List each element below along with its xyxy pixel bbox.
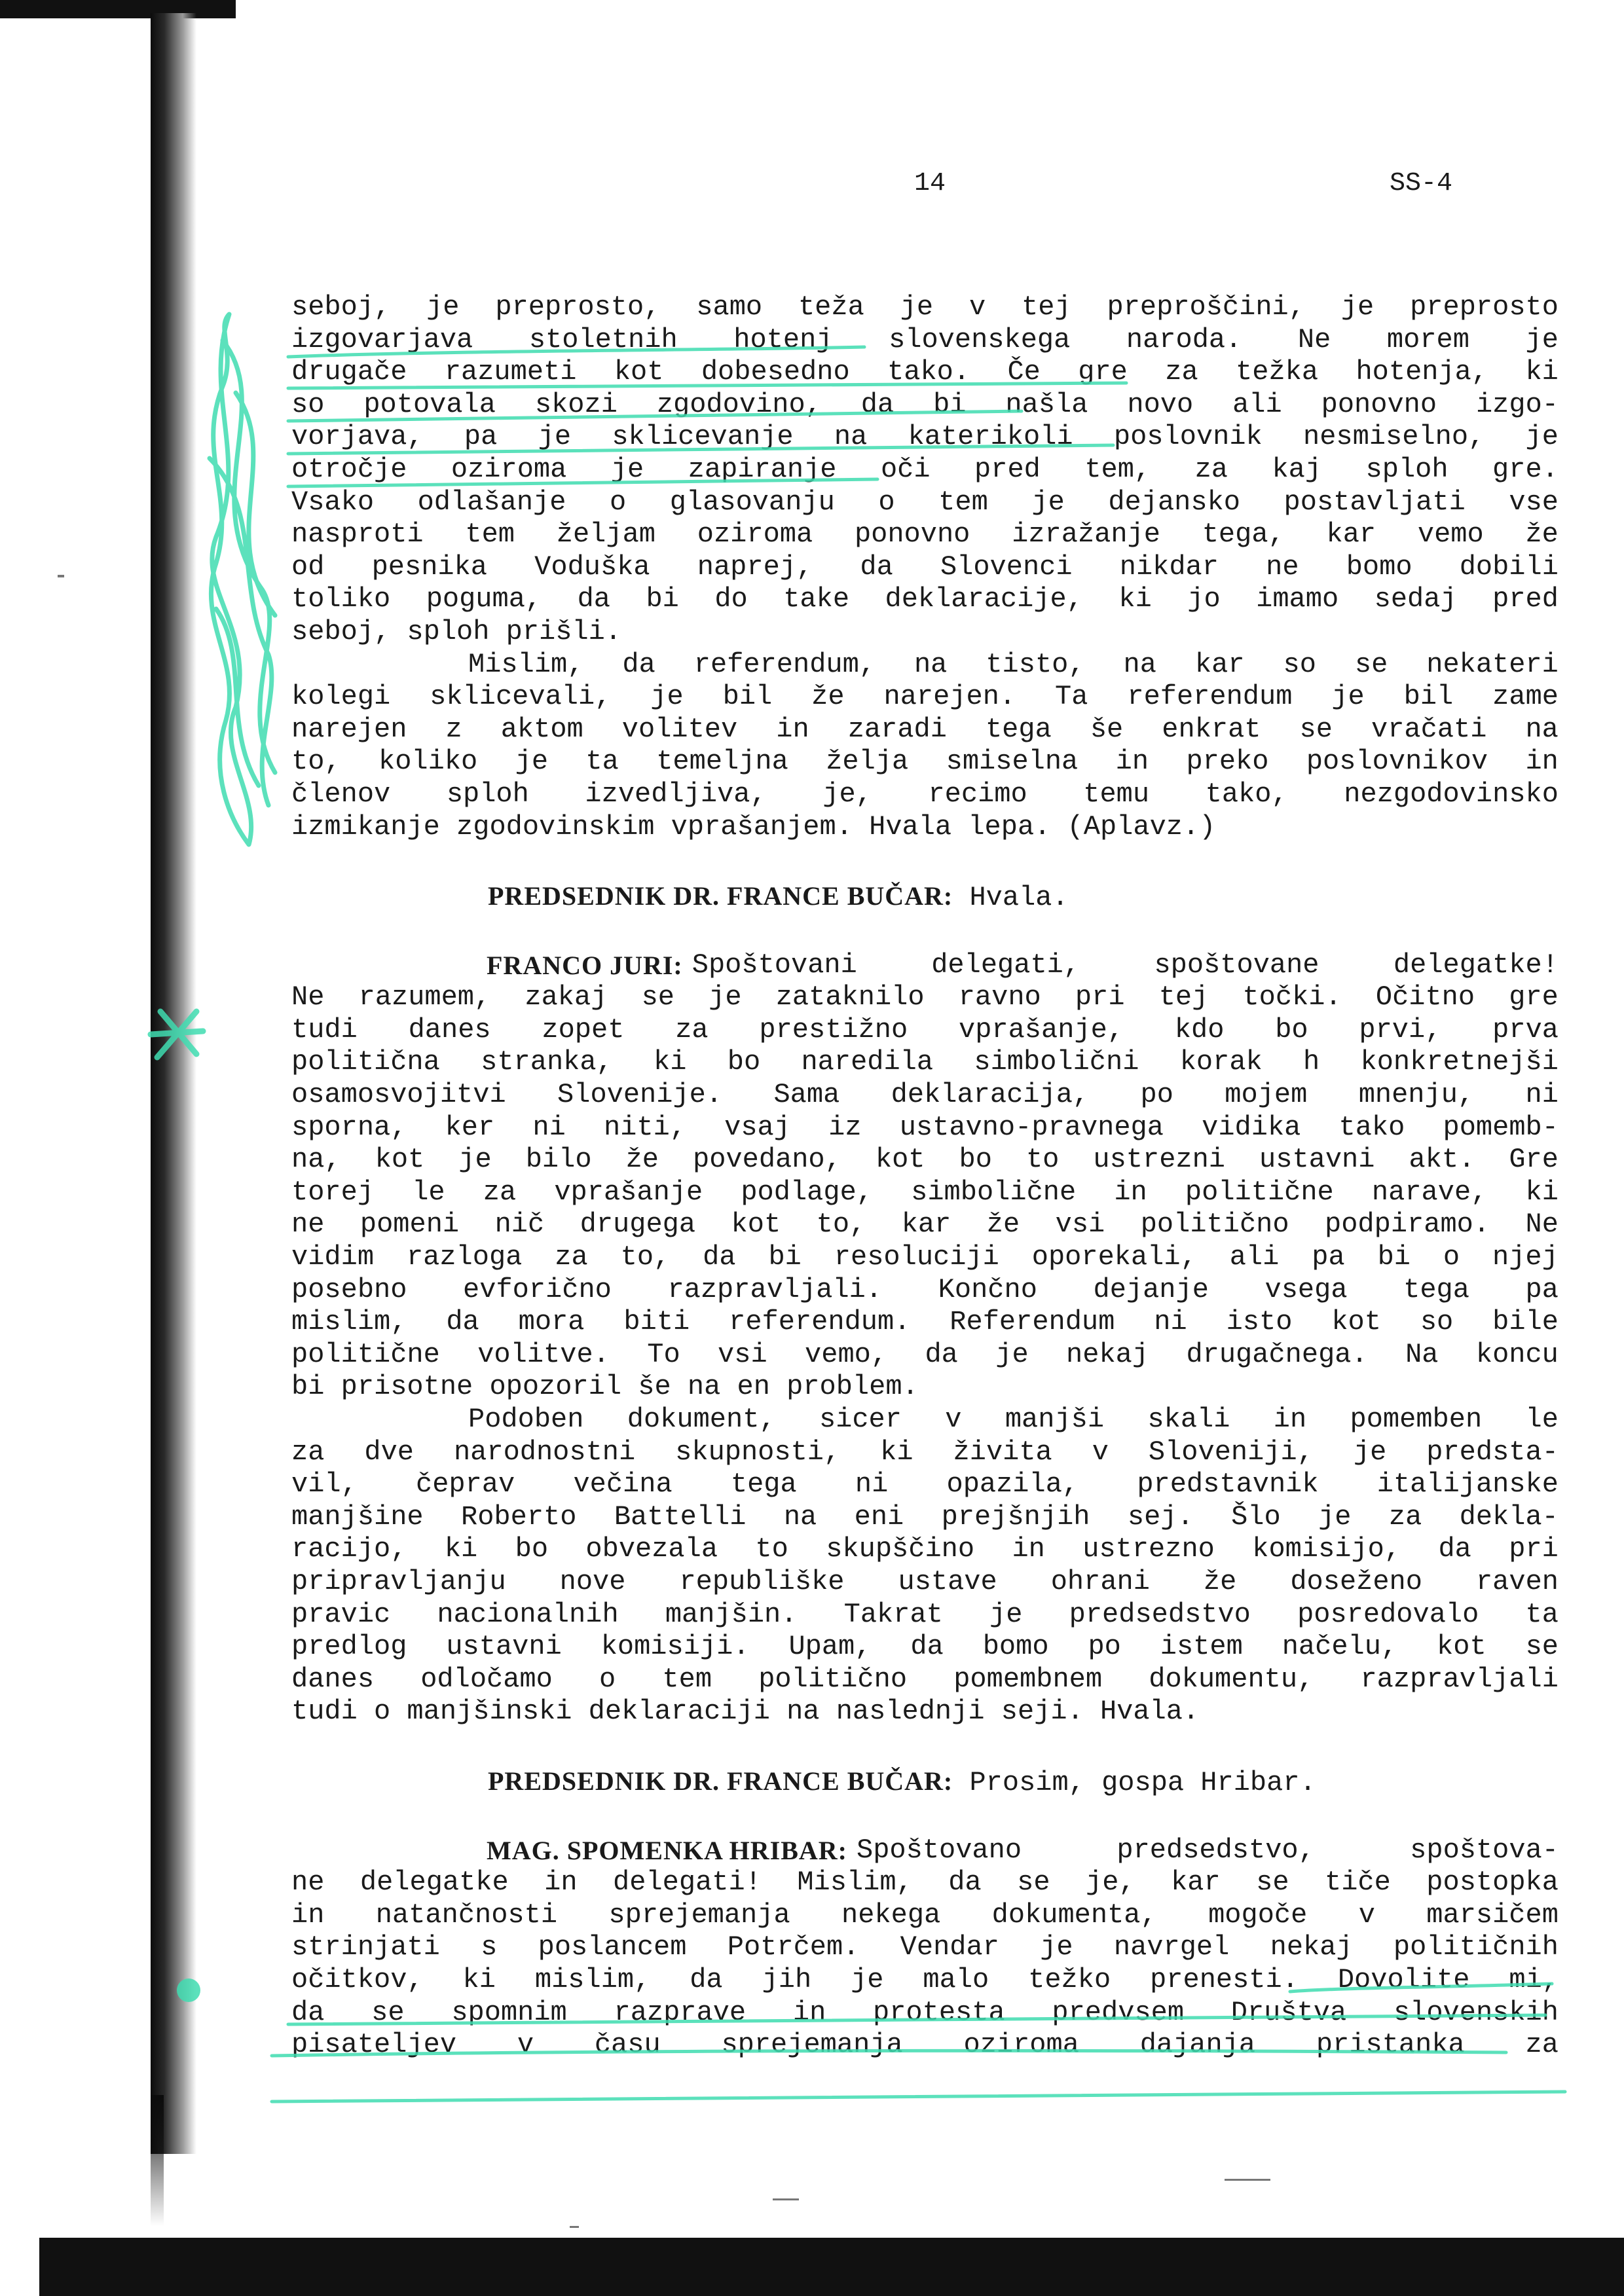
document-code: SS-4 [1390, 169, 1453, 198]
text-line: tudi o manjšinski deklaraciji na naslednji seji. Hvala. [291, 1696, 1200, 1728]
text-line: izgovarjava stoletnih hotenj slovenskega naroda. Ne morem je [291, 323, 1559, 355]
text-line: manjšine Roberto Battelli na eni prejšnjih sej. Šlo je za dekla- [291, 1501, 1559, 1533]
speaker-turn [291, 880, 1559, 913]
text-line: vil, čeprav večina tega ni opazila, predstavnik italijanske [291, 1468, 1559, 1501]
text-line: pripravljanju nove republiške ustave ohrani že doseženo raven [291, 1565, 1559, 1597]
text-line: seboj, sploh prišli. [291, 615, 622, 647]
paragraph-gap [291, 913, 1559, 949]
text-line: narejen z aktom volitev in zaradi tega še enkrat se vračati na [291, 713, 1559, 745]
text-line: in natančnosti sprejemanja nekega dokumenta, mogoče v marsičem [291, 1899, 1559, 1931]
text-line: očitkov, ki mislim, da jih je malo težko prenesti. Dovolite mi, [291, 1963, 1559, 1995]
text-line: danes odločamo o tem politično pomembnem dokumentu, razpravljali [291, 1663, 1559, 1695]
margin-scribble [210, 314, 275, 845]
speaker-name: MAG. SPOMENKA HRIBAR: [487, 1835, 847, 1865]
speaker-text: Spoštovano predsedstvo, spoštova- [857, 1834, 1559, 1866]
text-line: politične volitve. To vsi vemo, da je nekaj drugačnega. Na koncu [291, 1338, 1559, 1370]
text-line: nasproti tem željam oziroma ponovno izražanje tega, kar vemo že [291, 519, 1559, 551]
text-line: so potovala skozi zgodovino, da bi našla novo ali ponovno izgo- [291, 388, 1559, 420]
text-line: tudi danes zopet za prestižno vprašanje, kdo bo prvi, prva [291, 1013, 1559, 1046]
text-line: da se spomnim razprave in protesta predvsem Društva slovenskih [291, 1996, 1559, 2028]
text-line: za dve narodnostni skupnosti, ki živita v Sloveniji, je predsta- [291, 1436, 1559, 1468]
text-line: Mislim, da referendum, na tisto, na kar so se nekateri [468, 648, 1559, 680]
scan-speck [773, 2198, 799, 2200]
text-line: politična stranka, ki bo naredila simbolični korak h konkretnejši [291, 1046, 1559, 1078]
text-line: ne delegatke in delegati! Mislim, da se je, kar se tiče postopka [291, 1867, 1559, 1899]
scan-binding-shadow-bottom [151, 2095, 164, 2226]
paragraph-gap [291, 843, 1559, 880]
text-line: drugače razumeti kot dobesedno tako. Če gre za težka hotenja, ki [291, 356, 1559, 388]
text-line: vidim razloga za to, da bi resoluciji oporekali, ali pa bi o njej [291, 1241, 1559, 1273]
text-line: bi prisotne opozoril še na en problem. [291, 1371, 919, 1403]
text-line: členov sploh izvedljiva, je, recimo temu tako, nezgodovinsko [291, 778, 1559, 810]
speaker-turn [291, 1834, 1559, 1867]
scan-binding-shadow [151, 13, 196, 2154]
scan-top-bar [0, 0, 236, 18]
speaker-text: Prosim, gospa Hribar. [953, 1766, 1316, 1798]
text-line: racijo, ki bo obvezala to skupščino in ustrezno komisijo, da pri [291, 1533, 1559, 1565]
speaker-turn [291, 1765, 1559, 1798]
text-line: posebno evforično razpravljali. Končno dejanje vsega tega pa [291, 1273, 1559, 1305]
text-line: Vsako odlašanje o glasovanju o tem je dejansko postavljati vse [291, 486, 1559, 518]
text-line: torej le za vprašanje podlage, simbolične in politične narave, ki [291, 1176, 1559, 1208]
scan-speck [1225, 2179, 1270, 2181]
text-line: vorjava, pa je sklicevanje na katerikoli poslovnik nesmiselno, je [291, 421, 1559, 453]
transcript-body [291, 291, 1559, 2062]
underline-mark [272, 2092, 1565, 2102]
text-line: sporna, ker ni niti, vsaj iz ustavno-pravnega vidika tako pomemb- [291, 1111, 1559, 1143]
text-line: kolegi sklicevali, je bil že narejen. Ta referendum je bil zame [291, 681, 1559, 713]
text-line: Ne razumem, zakaj se je zataknilo ravno pri tej točki. Očitno gre [291, 981, 1559, 1013]
page-number: 14 [914, 169, 946, 198]
paragraph-gap [291, 1798, 1559, 1834]
scan-speck [58, 575, 64, 577]
text-line: izmikanje zgodovinskim vprašanjem. Hvala lepa. (Aplavz.) [291, 811, 1216, 843]
text-line: ne pomeni nič drugega kot to, kar že vsi politično podpiramo. Ne [291, 1209, 1559, 1241]
text-line: na, kot je bilo že povedano, kot bo to ustrezni ustavni akt. Gre [291, 1144, 1559, 1176]
text-line: mislim, da mora biti referendum. Referendum ni isto kot so bile [291, 1306, 1559, 1338]
scan-bottom-bar [39, 2238, 1624, 2296]
text-line: toliko poguma, da bi do take deklaracije, ki jo imamo sedaj pred [291, 583, 1559, 615]
paragraph-gap [291, 1728, 1559, 1765]
text-line: otročje oziroma je zapiranje oči pred tem, za kaj sploh gre. [291, 453, 1559, 485]
text-line: od pesnika Voduška naprej, da Slovenci nikdar ne bomo dobili [291, 551, 1559, 583]
speaker-name: PREDSEDNIK DR. FRANCE BUČAR: [488, 881, 953, 911]
text-line: predlog ustavni komisiji. Upam, da bomo po istem načelu, kot se [291, 1631, 1559, 1663]
text-line: pravic nacionalnih manjšin. Takrat je predsedstvo posredovalo ta [291, 1598, 1559, 1630]
text-line: pisateljev v času sprejemanja oziroma dajanja pristanka za [291, 2029, 1559, 2061]
text-line: Podoben dokument, sicer v manjši skali in pomemben le [468, 1404, 1559, 1435]
text-line: to, koliko je ta temeljna želja smiselna in preko poslovnikov in [291, 746, 1559, 778]
text-line: strinjati s poslancem Potrčem. Vendar je navrgel nekaj političnih [291, 1931, 1559, 1963]
text-line: seboj, je preprosto, samo teža je v tej preproščini, je preprosto [291, 291, 1559, 323]
speaker-name: FRANCO JURI: [487, 950, 683, 980]
speaker-name: PREDSEDNIK DR. FRANCE BUČAR: [488, 1766, 953, 1796]
scan-speck [570, 2226, 579, 2228]
text-line: osamosvojitvi Slovenije. Sama deklaracija, po mojem mnenju, ni [291, 1079, 1559, 1111]
speaker-turn [291, 949, 1559, 982]
speaker-text: Spoštovani delegati, spoštovane delegatke! [692, 949, 1559, 981]
speaker-text: Hvala. [953, 882, 1069, 914]
